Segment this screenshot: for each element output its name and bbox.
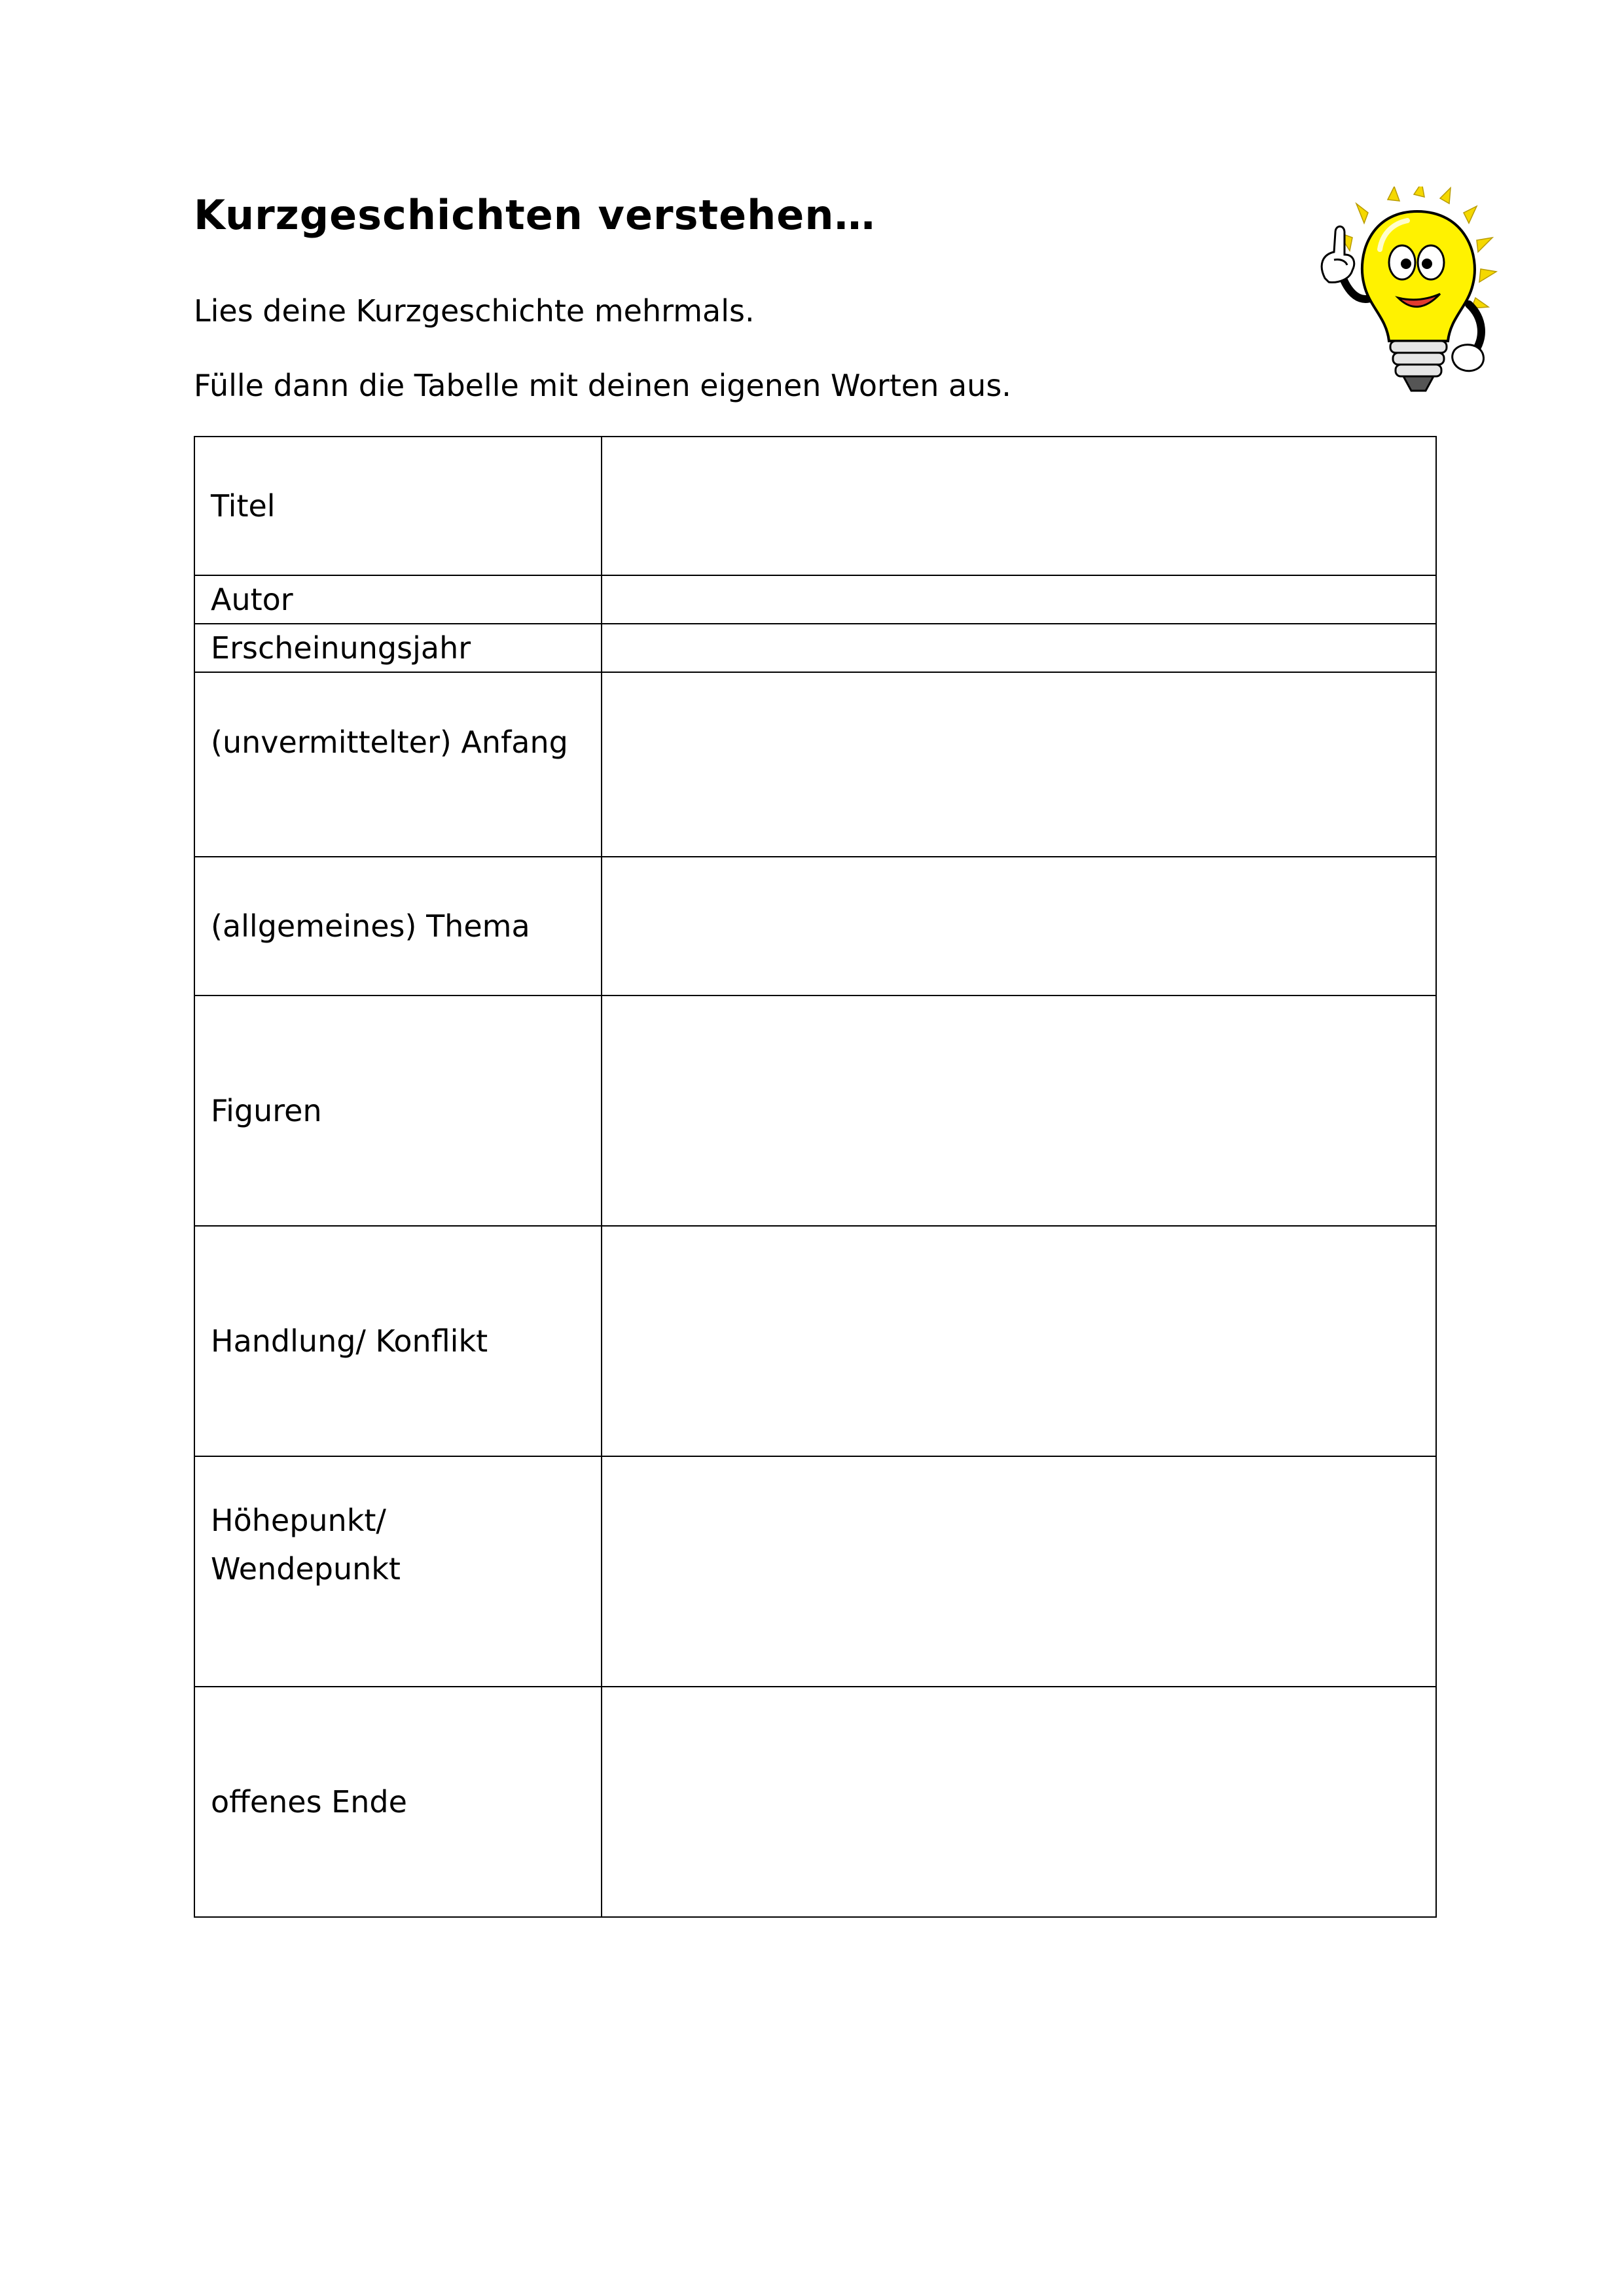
answer-cell-titel[interactable] [602, 437, 1436, 575]
lightbulb-mascot-icon [1309, 187, 1525, 422]
row-label-anfang-text: (unvermittelter) Anfang [211, 725, 568, 760]
answer-cell-thema[interactable] [602, 857, 1436, 996]
answer-cell-anfang[interactable] [602, 672, 1436, 857]
instruction-fill-table: Fülle dann die Tabelle mit deinen eigenen Worten aus. [194, 368, 1011, 403]
row-label-hoehepunkt [194, 1456, 602, 1687]
row-label-hoehepunkt-text [211, 1457, 601, 1593]
row-label-autor: Autor [194, 575, 602, 624]
table-row [194, 857, 1436, 996]
row-label-hoehepunkt-line2: Wendepunkt [211, 1551, 401, 1587]
row-label-erscheinungsjahr: Erscheinungsjahr [194, 624, 602, 672]
worksheet-title: Kurzgeschichten verstehen… [194, 191, 876, 239]
answer-cell-offenes-ende[interactable] [602, 1687, 1436, 1917]
row-label-figuren: Figuren [194, 996, 602, 1226]
answer-cell-autor[interactable] [602, 575, 1436, 624]
answer-cell-handlung[interactable] [602, 1226, 1436, 1456]
table-row [194, 1226, 1436, 1456]
row-label-thema: (allgemeines) Thema [194, 857, 602, 996]
row-label-titel: Titel [194, 437, 602, 575]
answer-cell-figuren[interactable] [602, 996, 1436, 1226]
answer-cell-hoehepunkt[interactable] [602, 1456, 1436, 1687]
answer-cell-erscheinungsjahr[interactable] [602, 624, 1436, 672]
table-row [194, 1687, 1436, 1917]
table-row [194, 624, 1436, 672]
row-label-hoehepunkt-line1: Höhepunkt/ [211, 1503, 386, 1538]
table-row [194, 437, 1436, 575]
row-label-handlung: Handlung/ Konflikt [194, 1226, 602, 1456]
story-analysis-table [194, 436, 1437, 1918]
table-row [194, 996, 1436, 1226]
instruction-read: Lies deine Kurzgeschichte mehrmals. [194, 293, 755, 329]
row-label-anfang [194, 672, 602, 857]
table-row [194, 575, 1436, 624]
row-label-offenes-ende: offenes Ende [194, 1687, 602, 1917]
table-row [194, 1456, 1436, 1687]
table-row [194, 672, 1436, 857]
